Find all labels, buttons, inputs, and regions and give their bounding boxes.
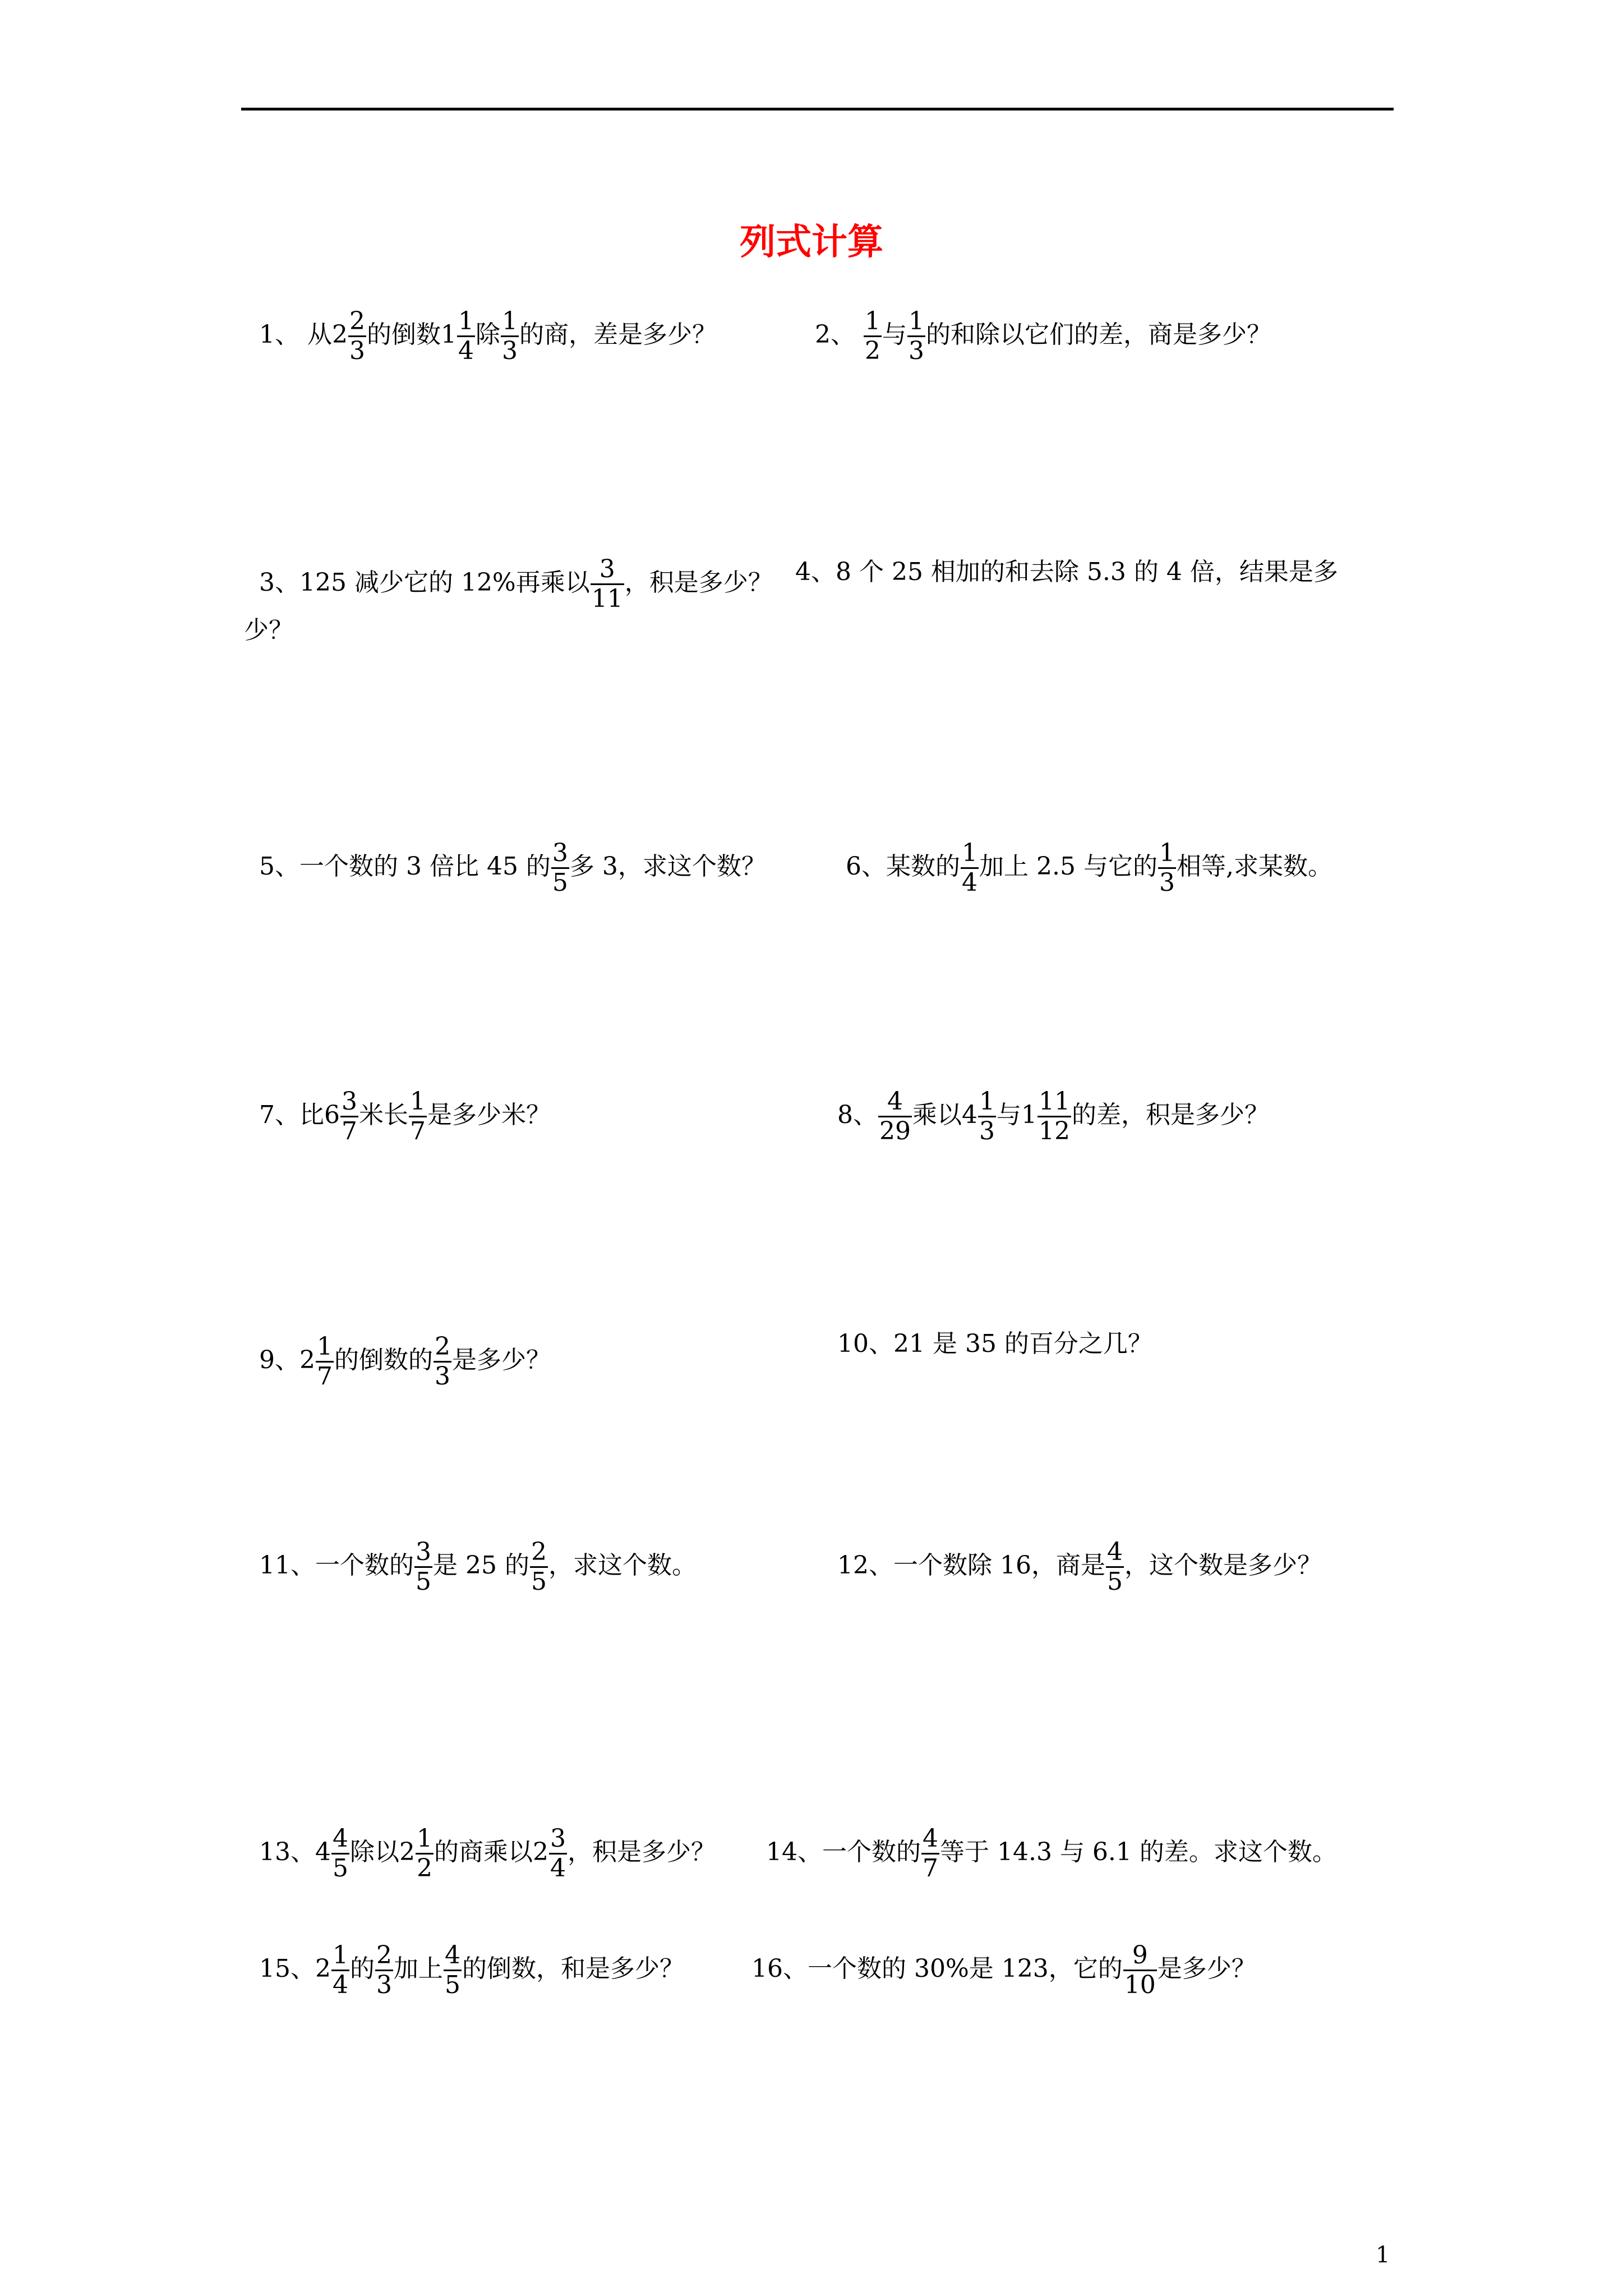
fraction bbox=[331, 1941, 349, 1999]
fraction-numerator: 1 bbox=[962, 839, 978, 867]
question-text: 11、一个数的 bbox=[259, 1551, 414, 1580]
question-text: 1、 从2 bbox=[259, 320, 348, 349]
question-8 bbox=[837, 1088, 1269, 1145]
question-text: 12、一个数除 16，商是 bbox=[837, 1551, 1105, 1580]
question-text: 等于 14.3 与 6.1 的差。求这个数。 bbox=[940, 1838, 1337, 1866]
fraction-numerator: 3 bbox=[552, 839, 568, 867]
fraction-numerator: 1 bbox=[501, 307, 518, 335]
fraction bbox=[416, 1825, 434, 1883]
fraction-numerator: 11 bbox=[1039, 1087, 1070, 1116]
question-text: 除 bbox=[475, 320, 500, 349]
question-text: ，这个数是多少？ bbox=[1124, 1551, 1322, 1580]
fraction-numerator: 3 bbox=[342, 1087, 357, 1116]
question-text: 8、 bbox=[837, 1101, 878, 1129]
question-text: 的倒数1 bbox=[366, 320, 457, 349]
question-text: 除以2 bbox=[349, 1838, 415, 1866]
question-text: 的倒数的 bbox=[334, 1346, 433, 1374]
question-12 bbox=[837, 1538, 1322, 1596]
question-text: 2、 bbox=[815, 320, 863, 349]
fraction-numerator: 2 bbox=[531, 1538, 547, 1566]
question-text: 的 bbox=[349, 1954, 375, 1983]
page-title: 列式计算 bbox=[740, 222, 883, 263]
fraction bbox=[921, 1825, 939, 1883]
fraction-numerator: 4 bbox=[332, 1824, 348, 1853]
page-number: 1 bbox=[1376, 2242, 1390, 2268]
fraction-denominator: 4 bbox=[550, 1854, 566, 1883]
fraction-denominator: 12 bbox=[1039, 1117, 1070, 1145]
fraction-denominator: 10 bbox=[1124, 1971, 1156, 1999]
question-text: 7、比6 bbox=[259, 1101, 340, 1129]
fraction bbox=[375, 1941, 393, 1999]
question-7 bbox=[259, 1088, 551, 1145]
fraction-denominator: 5 bbox=[332, 1854, 348, 1883]
question-text: 的商，差是多少？ bbox=[519, 320, 717, 349]
question-text: 是多少米？ bbox=[427, 1101, 551, 1129]
fraction-numerator: 3 bbox=[599, 555, 615, 583]
question-text: 加上 bbox=[393, 1954, 443, 1983]
question-text: 米长 bbox=[359, 1101, 408, 1129]
fraction-numerator: 3 bbox=[416, 1538, 431, 1566]
question-14 bbox=[766, 1825, 1337, 1883]
fraction-denominator: 2 bbox=[416, 1854, 432, 1883]
fraction-numerator: 3 bbox=[550, 1824, 566, 1853]
question-text: 少？ bbox=[244, 616, 293, 645]
fraction bbox=[551, 839, 569, 897]
question-15 bbox=[259, 1941, 684, 1999]
fraction-denominator: 3 bbox=[979, 1117, 995, 1145]
fraction bbox=[457, 307, 475, 365]
question-6 bbox=[846, 839, 1332, 897]
fraction-numerator: 1 bbox=[317, 1332, 333, 1361]
fraction bbox=[340, 1088, 358, 1145]
fraction-denominator: 5 bbox=[444, 1971, 460, 1999]
question-text: 与1 bbox=[997, 1101, 1037, 1129]
question-text: 3、125 减少它的 12%再乘以 bbox=[259, 568, 590, 597]
question-text: 是多少？ bbox=[452, 1346, 551, 1374]
question-4-continued bbox=[244, 614, 293, 647]
fraction bbox=[961, 839, 979, 897]
fraction-denominator: 7 bbox=[923, 1854, 938, 1883]
fraction bbox=[414, 1538, 432, 1596]
fraction-numerator: 1 bbox=[458, 307, 474, 335]
question-text: ，积是多少？ bbox=[624, 568, 773, 597]
header-rule bbox=[241, 108, 1394, 111]
question-13 bbox=[259, 1825, 716, 1883]
question-text: 的和除以它们的差，商是多少？ bbox=[925, 320, 1271, 349]
question-text: 9、2 bbox=[259, 1346, 315, 1374]
question-text: 5、一个数的 3 倍比 45 的 bbox=[259, 852, 551, 881]
fraction-numerator: 2 bbox=[376, 1941, 392, 1970]
fraction-numerator: 2 bbox=[349, 307, 365, 335]
question-5 bbox=[259, 839, 766, 897]
question-text: 是 25 的 bbox=[433, 1551, 529, 1580]
question-text: 16、一个数的 30%是 123，它的 bbox=[751, 1954, 1123, 1983]
fraction-denominator: 5 bbox=[1106, 1567, 1123, 1596]
fraction-numerator: 1 bbox=[410, 1087, 426, 1116]
fraction bbox=[1038, 1088, 1071, 1145]
fraction bbox=[1123, 1941, 1157, 1999]
fraction-denominator: 7 bbox=[317, 1362, 333, 1391]
fraction-denominator: 5 bbox=[552, 868, 568, 897]
fraction-numerator: 4 bbox=[923, 1824, 938, 1853]
fraction-denominator: 4 bbox=[332, 1971, 348, 1999]
fraction-denominator: 29 bbox=[879, 1117, 911, 1145]
question-text: 10、21 是 35 的百分之几？ bbox=[837, 1329, 1152, 1358]
fraction bbox=[591, 555, 624, 613]
fraction bbox=[1158, 839, 1176, 897]
question-9 bbox=[259, 1333, 551, 1391]
question-text: 的差，积是多少？ bbox=[1072, 1101, 1269, 1129]
question-text: 加上 2.5 与它的 bbox=[979, 852, 1158, 881]
fraction bbox=[1106, 1538, 1124, 1596]
question-text: 的商乘以2 bbox=[434, 1838, 548, 1866]
fraction-numerator: 4 bbox=[444, 1941, 460, 1970]
fraction-numerator: 4 bbox=[1106, 1538, 1123, 1566]
question-16 bbox=[751, 1941, 1256, 1999]
question-text: 13、4 bbox=[259, 1838, 331, 1866]
question-text: ，求这个数。 bbox=[548, 1551, 697, 1580]
fraction-numerator: 9 bbox=[1132, 1941, 1148, 1970]
fraction-numerator: 2 bbox=[435, 1332, 450, 1361]
fraction-denominator: 3 bbox=[376, 1971, 392, 1999]
fraction-denominator: 2 bbox=[864, 337, 880, 365]
fraction-denominator: 11 bbox=[591, 585, 623, 613]
fraction-denominator: 3 bbox=[501, 337, 518, 365]
fraction-denominator: 5 bbox=[416, 1567, 431, 1596]
question-text: 乘以4 bbox=[912, 1101, 978, 1129]
question-2 bbox=[815, 307, 1271, 365]
fraction-numerator: 1 bbox=[979, 1087, 995, 1116]
question-text: 14、一个数的 bbox=[766, 1838, 921, 1866]
fraction-denominator: 7 bbox=[410, 1117, 426, 1145]
fraction-denominator: 4 bbox=[962, 868, 978, 897]
question-text: 4、8 个 25 相加的和去除 5.3 的 4 倍，结果是多 bbox=[795, 558, 1338, 586]
fraction bbox=[907, 307, 925, 365]
fraction bbox=[434, 1333, 451, 1391]
fraction-denominator: 3 bbox=[1159, 868, 1175, 897]
fraction bbox=[316, 1333, 334, 1391]
question-text: 多 3，求这个数？ bbox=[569, 852, 766, 881]
fraction bbox=[409, 1088, 427, 1145]
fraction-numerator: 1 bbox=[416, 1824, 432, 1853]
question-text: ，积是多少？ bbox=[567, 1838, 716, 1866]
question-4 bbox=[795, 555, 1338, 589]
question-11 bbox=[259, 1538, 697, 1596]
fraction bbox=[549, 1825, 567, 1883]
fraction-denominator: 3 bbox=[349, 337, 365, 365]
fraction-numerator: 4 bbox=[887, 1087, 903, 1116]
question-text: 6、某数的 bbox=[846, 852, 960, 881]
fraction-denominator: 3 bbox=[908, 337, 924, 365]
fraction-denominator: 3 bbox=[435, 1362, 450, 1391]
fraction bbox=[878, 1088, 912, 1145]
question-1 bbox=[259, 307, 717, 365]
question-text: 相等,求某数。 bbox=[1176, 852, 1332, 881]
fraction-denominator: 4 bbox=[458, 337, 474, 365]
fraction-denominator: 5 bbox=[531, 1567, 547, 1596]
question-text: 的倒数，和是多少？ bbox=[462, 1954, 684, 1983]
question-text: 15、2 bbox=[259, 1954, 331, 1983]
fraction-numerator: 1 bbox=[864, 307, 880, 335]
question-text: 是多少？ bbox=[1157, 1954, 1256, 1983]
fraction bbox=[978, 1088, 996, 1145]
question-text: 与 bbox=[882, 320, 907, 349]
fraction-denominator: 7 bbox=[342, 1117, 357, 1145]
fraction-numerator: 1 bbox=[332, 1941, 348, 1970]
fraction bbox=[444, 1941, 462, 1999]
fraction-numerator: 1 bbox=[908, 307, 924, 335]
fraction bbox=[348, 307, 366, 365]
question-3 bbox=[259, 555, 773, 613]
question-10 bbox=[837, 1327, 1152, 1361]
fraction bbox=[331, 1825, 349, 1883]
fraction bbox=[864, 307, 882, 365]
fraction bbox=[501, 307, 519, 365]
fraction-numerator: 1 bbox=[1159, 839, 1175, 867]
fraction bbox=[530, 1538, 548, 1596]
